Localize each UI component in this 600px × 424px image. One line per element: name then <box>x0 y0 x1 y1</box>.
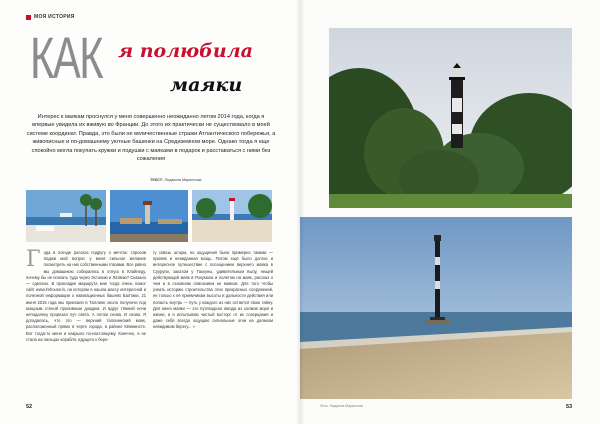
title-black-word: маяки <box>170 74 243 96</box>
title-gray-word: КАК <box>30 26 103 91</box>
drop-cap-letter: Г <box>26 247 41 272</box>
photo-lighthouse-trees <box>329 28 572 208</box>
credit-author: Людмила Маркелова <box>164 178 202 182</box>
page-number-left: 52 <box>26 404 33 410</box>
credit-label: ТЕКСТ: <box>150 178 164 182</box>
thumb-photo-sea-tower <box>192 190 272 242</box>
article-column-2: гу сквозь шторм, но ощущения были примерно такими — прилив и невиданная мощь. Потом ещё было долгое и интересное путешествие с посещением верхнего маяка в Суурупи, закатом у Тахкуны, удивительным Кыпу, нещей действующей маяк в Рохукюла и полетом на маяк, рассказ о чем и в основном описанием не маяков. Для того чтобы узнать историю строительства этих прекрасных сооружений, не только к её приемчикам высоты и дальности действия или попасть внутрь — путь у каждого из них остается свою тайну. Для меня маяки — это путеводная звезда из холмов моря и жизни, и я испытываю чистый восторг от их созерцания и даже себя всегда ощущаю сигнальные огни на далеком невидимом берегу... » <box>153 250 273 330</box>
article-column-1 <box>26 247 146 343</box>
author-credit <box>150 178 202 182</box>
page-gutter <box>296 0 304 424</box>
section-marker-icon <box>26 15 31 20</box>
thumb-photo-seafront <box>26 190 106 242</box>
photo-lighthouse-beach <box>300 217 572 399</box>
column-1-text: ода в поезде рассказ подругу о мечтах: спросив Хаджи мой вопрос у меня сильное желание посмотреть на них собственными глазами. Все равно мы домашнюю собирались в отпуск в Клайпеду, почему бы не поехать туда через Эстонию и Латвию? Сказано — сделано. В прокладке маршрута мне тогда очень помог сайт www.lmhouse.lv, на котором я нашла массу интересной и полезной информации о навигационных башнях Балтики. 21 июня 2015 года мы приехали в Таллинн около полуночи под мощным стеной проливным дождем. И вдруг тёмной ночи неподалеку прорезал луч света. А потом снова. И снова. Я догадалась, что это — верхний таллиннский маяк, расположенный прямо в черте города, в районе Кёмнинсте. Вот тогда-то меня и накрыло по-настоящему. Конечно, я не стала на пальцах корабля, идущего к бере- <box>26 250 146 342</box>
section-name: МОЯ ИСТОРИЯ <box>34 14 75 20</box>
section-label <box>26 14 75 20</box>
title-red-phrase: я полюбила <box>118 40 253 62</box>
thumb-photo-harbor <box>110 190 188 242</box>
page-number-right: 53 <box>566 404 573 410</box>
photo-credit: Фото: Людмила Маркелова <box>320 404 363 408</box>
lead-paragraph: Интерес к маякам проснулся у меня совершенно неожиданно летом 2014 года, когда я впервые увидела их вживую во Франции. До этого их практически не существовало в моей системе координат. Правда, это были не величественные стражи Атлантического побережья, а живописные и по-домашнему уютные башенки на Средиземном море. Однако тогда я еще спокойно могла покупать кружки и подушки с маяками в подарок и расставаться с ними без сожаления <box>26 114 276 163</box>
